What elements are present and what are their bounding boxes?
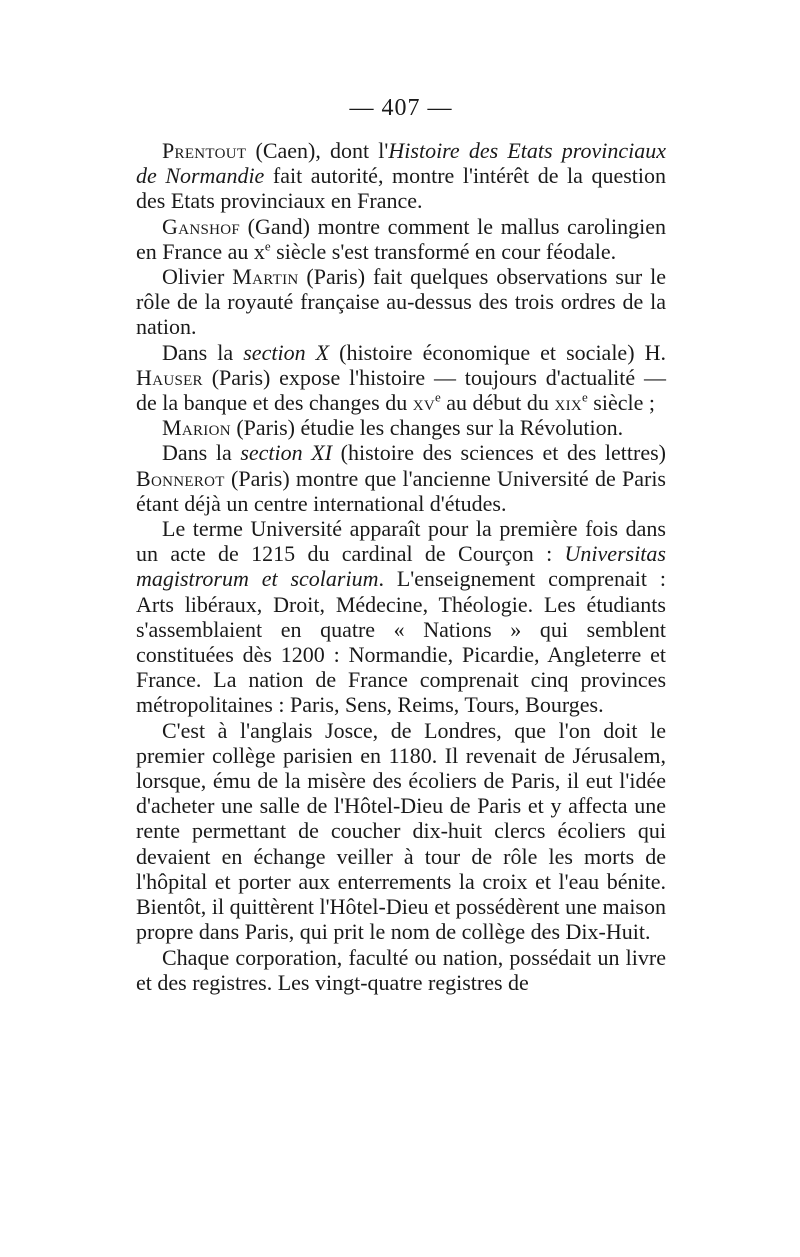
book-title: Histoire des Etats provinciaux de Normandie — [136, 138, 666, 189]
superscript: e — [435, 389, 441, 405]
author-name: Hauser — [136, 364, 203, 390]
paragraph-josce — [136, 718, 666, 945]
book-page — [136, 95, 666, 995]
paragraph-text: fait autorité, montre l'intérêt de la question des Etats provinciaux en France. — [136, 163, 666, 214]
paragraph-text: (Paris) montre que l'ancienne Université de Paris étant déjà un centre international d'études. — [136, 465, 666, 516]
century-numeral: xix — [554, 390, 582, 416]
author-name: Marion — [162, 415, 231, 441]
paragraph-prentout — [136, 138, 666, 214]
century-numeral: xv — [412, 390, 435, 416]
paragraph-text: (Caen), dont l' — [246, 138, 389, 163]
page-number: — 407 — — [349, 95, 453, 121]
paragraph-text: C'est à l'anglais Josce, de Londres, que l'on doit le premier collège parisien en 1180. Il revenait de Jérusalem, lorsque, ému de la misère des écoliers de Paris, il eut l'idée d'acheter une salle de l'Hôtel-Dieu de Paris et y affecta une rente permettant de coucher dix-huit clercs écoliers qui devaient en échange veiller à tour de rôle les morts de l'hôpital et porter aux enterrements la croix et l'eau bénite. Bientôt, il quittèrent l'Hôtel-Dieu et possédèrent une maison propre dans Paris, qui prit le nom de collège des Dix-Huit. — [136, 717, 666, 945]
paragraph-text: (Paris) fait quelques observations sur le rôle de la royauté française au-dessus des trois ordres de la nation. — [136, 264, 666, 340]
paragraph-text: . L'enseignement comprenait : Arts libéraux, Droit, Médecine, Théologie. Les étudiants s'assemblaient en quatre « Nations » qui semblent constituées dès 1200 : Normandie, Picardie, Angleterre et France. La nation de France comprenait cinq provinces métropolitaines : Paris, Sens, Reims, Tours, Bourges. — [136, 566, 667, 718]
paragraph-text: (histoire économique et sociale) H. — [329, 339, 666, 365]
section-title: section X — [243, 339, 330, 365]
paragraph-text: (Paris) expose l'histoire — toujours d'actualité — de la banque et des changes du — [136, 364, 666, 416]
latin-phrase: Universitas magistrorum et scolarium — [136, 541, 666, 592]
paragraph-section-xi — [136, 440, 666, 516]
author-name: Martin — [232, 264, 299, 290]
paragraph-text: siècle s'est transformé en cour féodale. — [270, 238, 617, 264]
author-name: Bonnerot — [136, 465, 225, 491]
paragraph-text: Dans la — [162, 440, 241, 466]
paragraph-text: siècle ; — [587, 390, 655, 416]
paragraph-text: Le terme Université apparaît pour la première fois dans un acte de 1215 du cardinal de Courçon : — [136, 516, 666, 567]
paragraph-marion — [136, 415, 666, 440]
paragraph-text: au début du — [440, 390, 555, 416]
paragraph-text: (Gand) montre comment le mallus carolingien en France au x — [136, 213, 666, 264]
section-title: section XI — [240, 440, 333, 466]
paragraph-text: (Paris) étudie les changes sur la Révolution. — [230, 415, 624, 441]
paragraph-text: (histoire des sciences et des lettres) — [332, 440, 666, 466]
paragraph-section-x — [136, 340, 666, 416]
paragraph-corporation — [136, 945, 666, 995]
paragraph-ganshof — [136, 214, 666, 264]
paragraph-martin — [136, 264, 666, 340]
author-name: Ganshof — [162, 213, 241, 239]
paragraph-text: Olivier — [162, 264, 233, 290]
paragraph-universite — [136, 516, 666, 718]
paragraph-text: Dans la — [162, 339, 244, 365]
author-name: Prentout — [162, 138, 247, 163]
paragraph-text: Chaque corporation, faculté ou nation, possédait un livre et des registres. Les vingt-quatre registres de — [136, 944, 666, 995]
superscript: e — [264, 238, 271, 254]
superscript: e — [582, 389, 588, 405]
